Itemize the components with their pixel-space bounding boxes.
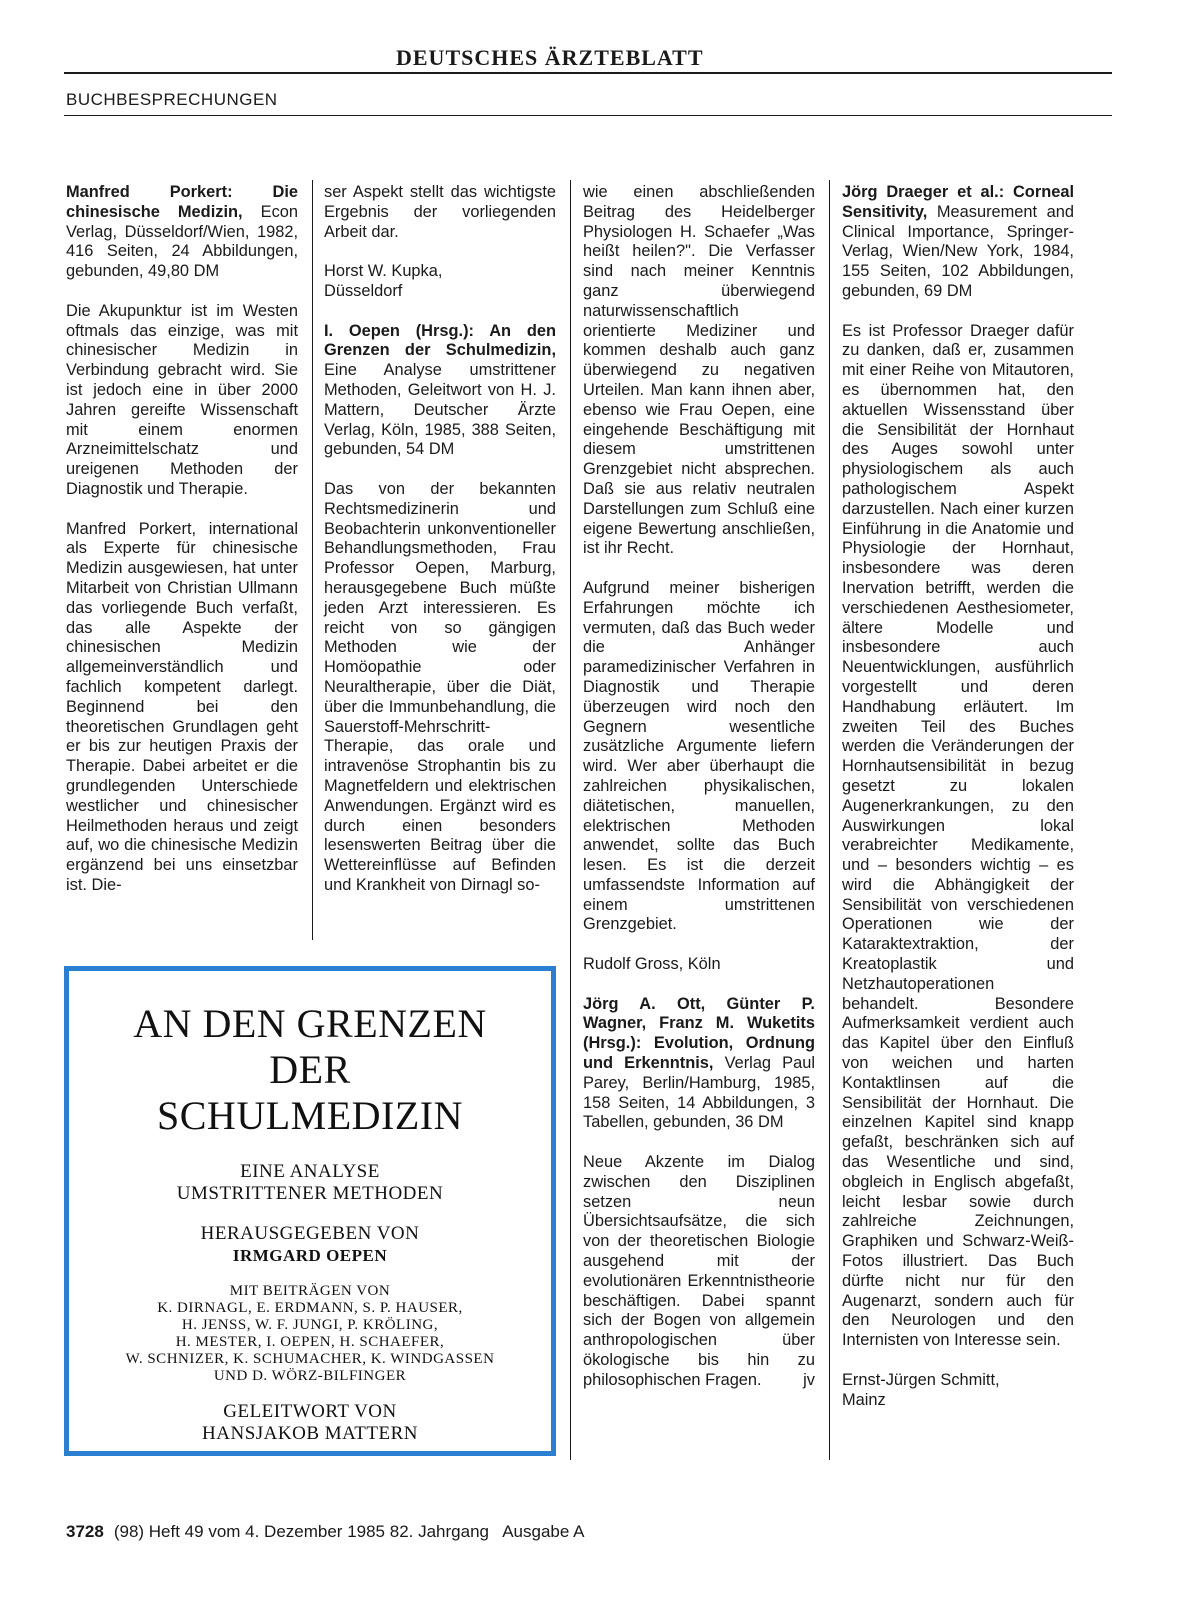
- page-number: 3728: [66, 1522, 104, 1541]
- review-paragraph: Manfred Porkert, international als Experte für chinesische Medizin ausgewiesen, hat unter Mitarbeit von Christian Ullmann das vorliegende Buch verfaßt, das alle Aspekte der chinesischen Medizin allgemeinverständlich und fachlich kompetent darlegt. Beginnend bei den theoretischen Grundlagen geht er bis zur heutigen Praxis der Therapie. Dabei arbeitet er die grundlegenden Unterschiede westlicher und chinesischer Heilmethoden heraus und zeigt auf, wo die chinesische Medizin ergänzend bei uns einsetzbar ist. Die-: [66, 519, 298, 894]
- book-biblio: Verlag Paul Parey, Berlin/Hamburg, 1985, 158 Seiten, 14 Abbildungen, 3 Tabellen, gebunden, 36 DM: [583, 1054, 815, 1132]
- review-draeger-heading: [842, 183, 1074, 302]
- book-title: Manfred Porkert: Die chinesische Medizin,: [66, 183, 298, 221]
- book-title: Jörg A. Ott, Günter P. Wagner, Franz M. Wuketits (Hrsg.): Evolution, Ordnung und Erkenntnis,: [583, 994, 815, 1073]
- book-biblio: Eine Analyse umstrittener Methoden, Geleitwort von H. J. Mattern, Deutscher Ärzte Verlag, Köln, 1985, 388 Seiten, gebunden, 54 DM: [324, 361, 556, 459]
- review-paragraph: Es ist Professor Draeger dafür zu danken, daß er, zusammen mit einer Reihe von Mitautoren, es übernommen hat, den aktuellen Wissensstand über die Sensibilität der Hornhaut des Auges sowohl unter physiologischem als auch pathologischem Aspekt darzustellen. Nach einer kurzen Einführung in die Anatomie und Physiologie der Hornhaut, insbesondere was deren Inervation betrifft, werden die verschiedenen Aesthesiometer, ältere Modelle und insbesondere auch Neuentwicklungen, ausführlich vorgestellt und deren Handhabung erläutert. Im zweiten Teil des Buches werden die Veränderungen der Hornhautsensibilität in bezug gesetzt zu lokalen Augenerkrankungen, zu den Auswirkungen lokal verabreichter Medikamente, und – besonders wichtig – es wird die Abhängigkeit der Sensibilität von verschiedenen Operationen wie der Kataraktextraktion, der Kreatoplastik und Netzhautoperationen behandelt. Besondere Aufmerksamkeit verdient auch das Kapitel über den Einfluß von weichen und harten Kontaktlinsen auf die Sensibilität der Hornhaut. Die einzelnen Kapitel sind knapp gefaßt, beschränken sich auf das Wesentliche und sind, obgleich in Englisch abgefaßt, leicht lesbar sowie durch zahlreiche Zeichnungen, Graphiken und Schwarz-Weiß-Fotos illustriert. Das Buch dürfte nicht nur für den Augenarzt, sondern auch für den Neurologen und den Internisten von Interesse sein.: [842, 321, 1074, 1350]
- review-paragraph: ser Aspekt stellt das wichtigste Ergebnis der vorliegenden Arbeit dar.: [324, 183, 556, 241]
- column-rule-3: [829, 180, 830, 1460]
- ad-foreword: GELEITWORT VON HANSJAKOB MATTERN: [202, 1401, 418, 1444]
- reviewer-signature: Horst W. Kupka, Düsseldorf: [324, 262, 443, 300]
- ad-title: AN DEN GRENZEN DER SCHULMEDIZIN: [133, 1001, 487, 1138]
- reviewer-signature: Ernst-Jürgen Schmitt, Mainz: [842, 1370, 1000, 1409]
- review-paragraph: wie einen abschließenden Beitrag des Heidelberger Physiologen H. Schaefer „Was heißt heilen?". Die Verfasser sind nach meiner Kenntnis ganz überwiegend naturwissenschaftlich orientierte Mediziner und kommen deshalb auch ganz überwiegend zu negativen Urteilen. Man kann ihnen aber, ebenso wie Frau Oepen, eine eingehende Beschäftigung mit diesem umstrittenen Grenzgebiet nicht absprechen. Daß sie aus relativ neutralen Darstellungen zum Schluß eine eigene Bewertung anschließen, ist ihr Recht.: [583, 183, 815, 558]
- book-title: Jörg Draeger et al.: Corneal Sensitivity,: [842, 183, 1074, 221]
- column-1: [66, 183, 298, 915]
- section-rule: [64, 115, 1112, 116]
- book-biblio: Econ Verlag, Düsseldorf/Wien, 1982, 416 Seiten, 24 Abbildungen, gebunden, 49,80 DM: [66, 202, 298, 281]
- review-oepen-heading: [324, 322, 556, 461]
- ad-contributors-label: MIT BEITRÄGEN VON: [229, 1283, 391, 1299]
- column-rule-2: [570, 180, 571, 1460]
- column-4: [842, 183, 1074, 1430]
- ad-editor-name: IRMGARD OEPEN: [232, 1246, 388, 1265]
- ad-editor-block: HERAUSGEGEBEN VON IRMGARD OEPEN: [69, 1223, 551, 1267]
- column-3: [583, 183, 815, 1410]
- section-title: BUCHBESPRECHUNGEN: [66, 90, 278, 109]
- book-biblio: Measurement and Clinical Importance, Springer-Verlag, Wien/New York, 1984, 155 Seiten, 102 Abbildungen, gebunden, 69 DM: [842, 202, 1074, 300]
- review-porkert-heading: [66, 183, 298, 282]
- column-2: [324, 183, 556, 915]
- review-paragraph: Das von der bekannten Rechtsmedizinerin und Beobachterin unkonventioneller Behandlungsmethoden, Frau Professor Oepen, Marburg, herausgegebene Buch müßte jeden Arzt interessieren. Es reicht von so gängigen Methoden wie der Homöopathie oder Neuraltherapie, über die Diät, über die Immunbehandlung, die Sauerstoff-Mehrschritt-Therapie, das orale und intravenöse Strophantin bis zu Magnetfeldern und elektrischen Anwendungen. Ergänzt wird es durch einen besonders lesenswerten Beitrag über die Wettereinflüsse auf Befinden und Krankheit von Dirnagl so-: [324, 479, 556, 894]
- column-rule-1: [312, 180, 313, 940]
- page-footer: [66, 1522, 584, 1542]
- masthead: DEUTSCHES ÄRZTEBLATT: [396, 45, 704, 70]
- issue-info: (98) Heft 49 vom 4. Dezember 1985 82. Jahrgang Ausgabe A: [113, 1522, 585, 1541]
- review-paragraph: Neue Akzente im Dialog zwischen den Disziplinen setzen neun Übersichtsaufsätze, die sich von der theoretischen Biologie ausgehend mit der evolutionären Erkenntnistheorie beschäftigen. Dabei spannt sich der Bogen von allgemein anthropologischen über ökologische bis hin zu philosophischen Fragen. jv: [583, 1153, 815, 1389]
- reviewer-signature: Rudolf Gross, Köln: [583, 955, 721, 974]
- masthead-rule: [64, 72, 1112, 74]
- review-paragraph: Die Akupunktur ist im Westen oftmals das einzige, was mit chinesischer Medizin in Verbindung gebracht wird. Sie ist jedoch eine in über 2000 Jahren gereifte Wissenschaft mit einem enormen Arzneimittelschatz und ureigenen Methoden der Diagnostik und Therapie.: [66, 301, 298, 498]
- review-paragraph: Aufgrund meiner bisherigen Erfahrungen möchte ich vermuten, daß das Buch weder die Anhänger paramedizinischer Verfahren in Diagnostik und Therapie überzeugen wird noch den Gegnern wesentliche zusätzliche Argumente liefern wird. Wer aber überhaupt die zahlreichen physikalischen, diätetischen, manuellen, elektrischen Methoden anwendet, sollte das Buch lesen. Es ist die derzeit umfassendste Information auf einem umstrittenen Grenzgebiet.: [583, 578, 815, 934]
- review-ott-heading: [583, 995, 815, 1134]
- book-advertisement: [64, 966, 556, 1456]
- book-title: I. Oepen (Hrsg.): An den Grenzen der Schulmedizin,: [324, 321, 556, 360]
- ad-contributors: K. DIRNAGL, E. ERDMANN, S. P. HAUSER, H. JENSS, W. F. JUNGI, P. KRÖLING, H. MESTER, I. OEPEN, H. SCHAEFER, W. SCHNIZER, K. SCHUMACHER, K. WINDGASSEN UND D. WÖRZ-BILFINGER: [125, 1300, 495, 1384]
- reviewer-initials: jv: [803, 1370, 815, 1389]
- ad-subtitle: EINE ANALYSE UMSTRITTENER METHODEN: [176, 1161, 444, 1204]
